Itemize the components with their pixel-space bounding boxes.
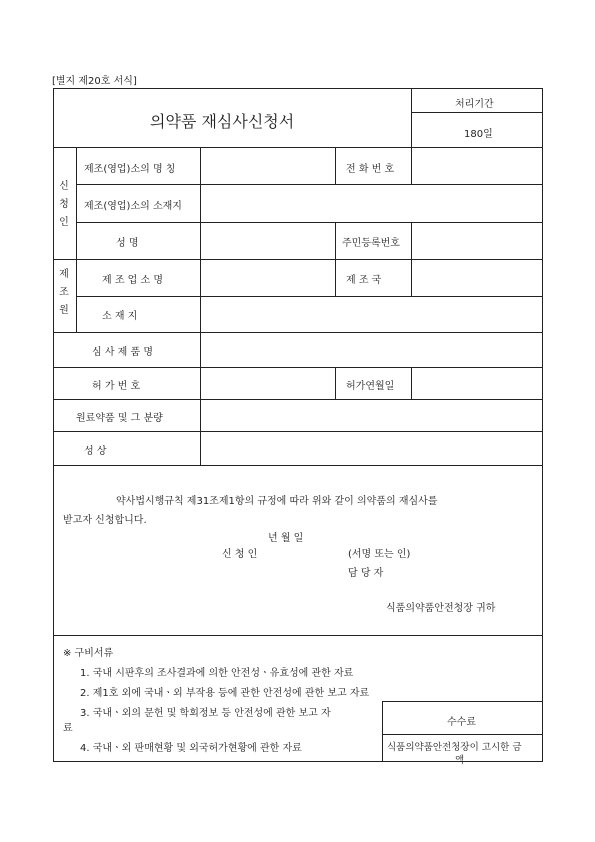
properties-label: 성 상	[84, 446, 107, 457]
divider	[53, 431, 543, 432]
product-name-label: 심 사 제 품 명	[92, 347, 154, 358]
divider	[53, 259, 543, 260]
divider	[411, 112, 543, 113]
application-form	[53, 88, 543, 762]
permit-date-label: 허가연월일	[346, 381, 395, 392]
divider	[53, 332, 543, 333]
permit-number-label: 허 가 번 호	[92, 381, 141, 392]
divider	[335, 147, 336, 184]
divider	[76, 222, 543, 223]
divider	[335, 222, 336, 259]
divider	[53, 147, 543, 148]
divider	[53, 367, 543, 368]
mfr-address-label: 제조(영업)소의 소재지	[84, 201, 182, 212]
plant-name-label: 제 조 업 소 명	[102, 275, 164, 286]
document-item: 3. 국내ㆍ외의 문헌 및 학회정보 등 안전성에 관한 보고 자	[80, 708, 331, 719]
statement-line-2: 받고자 신청합니다.	[63, 515, 147, 526]
applicant-section-label-1: 신	[59, 181, 69, 192]
divider	[411, 222, 412, 259]
fee-value-wrap: 액	[455, 755, 465, 766]
divider	[411, 367, 412, 399]
date-line: 년 월 일	[268, 533, 304, 544]
manufacturer-address-label: 소 재 지	[102, 311, 138, 322]
divider	[76, 184, 543, 185]
divider	[76, 296, 543, 297]
divider	[411, 147, 412, 184]
fee-label: 수수료	[447, 717, 476, 728]
person-in-charge-label: 담 당 자	[348, 568, 384, 579]
manufacturer-section-label-3: 원	[59, 305, 69, 316]
signature-hint: (서명 또는 인)	[348, 549, 411, 560]
divider	[53, 465, 543, 466]
mfr-name-label: 제조(영업)소의 명 칭	[84, 164, 176, 175]
divider	[382, 701, 383, 762]
documents-heading: ※ 구비서류	[63, 648, 114, 659]
divider	[382, 701, 543, 702]
statement-line-1: 약사법시행규칙 제31조제1항의 규정에 따라 위와 같이 의약품의 재심사를	[116, 496, 438, 507]
addressee: 식품의약품안전청장 귀하	[386, 603, 496, 614]
rrn-label: 주민등록번호	[342, 238, 400, 249]
applicant-signature-label: 신 청 인	[222, 549, 258, 560]
document-item: 1. 국내 시판후의 조사결과에 의한 안전성ㆍ유효성에 관한 자료	[80, 668, 354, 679]
divider	[335, 367, 336, 399]
page-title: 의약품 재심사신청서	[150, 112, 295, 131]
applicant-name-label: 성 명	[116, 238, 139, 249]
document-item: 4. 국내ㆍ외 판매현황 및 외국허가현황에 관한 자료	[80, 743, 302, 754]
divider	[76, 147, 77, 332]
divider	[411, 88, 412, 147]
divider	[382, 734, 543, 735]
phone-label: 전 화 번 호	[346, 164, 395, 175]
ingredients-label: 원료약품 및 그 분량	[76, 413, 163, 424]
manufacturer-section-label-2: 조	[59, 287, 69, 298]
manufacturer-section-label-1: 제	[59, 269, 69, 280]
country-label: 제 조 국	[346, 275, 382, 286]
divider	[200, 147, 201, 465]
form-number-label: [별지 제20호 서식]	[52, 76, 137, 87]
document-item: 2. 제1호 외에 국내ㆍ외 부작용 등에 관한 안전성에 관한 보고 자료	[80, 688, 370, 699]
fee-value: 식품의약품안전청장이 고시한 금	[387, 742, 522, 753]
applicant-section-label-2: 청	[59, 199, 69, 210]
divider	[335, 259, 336, 296]
divider	[411, 259, 412, 296]
divider	[53, 635, 543, 636]
processing-period-value: 180일	[464, 129, 493, 140]
processing-period-label: 처리기간	[455, 99, 494, 110]
document-item-wrap: 료	[63, 723, 73, 734]
applicant-section-label-3: 인	[59, 217, 69, 228]
divider	[53, 399, 543, 400]
